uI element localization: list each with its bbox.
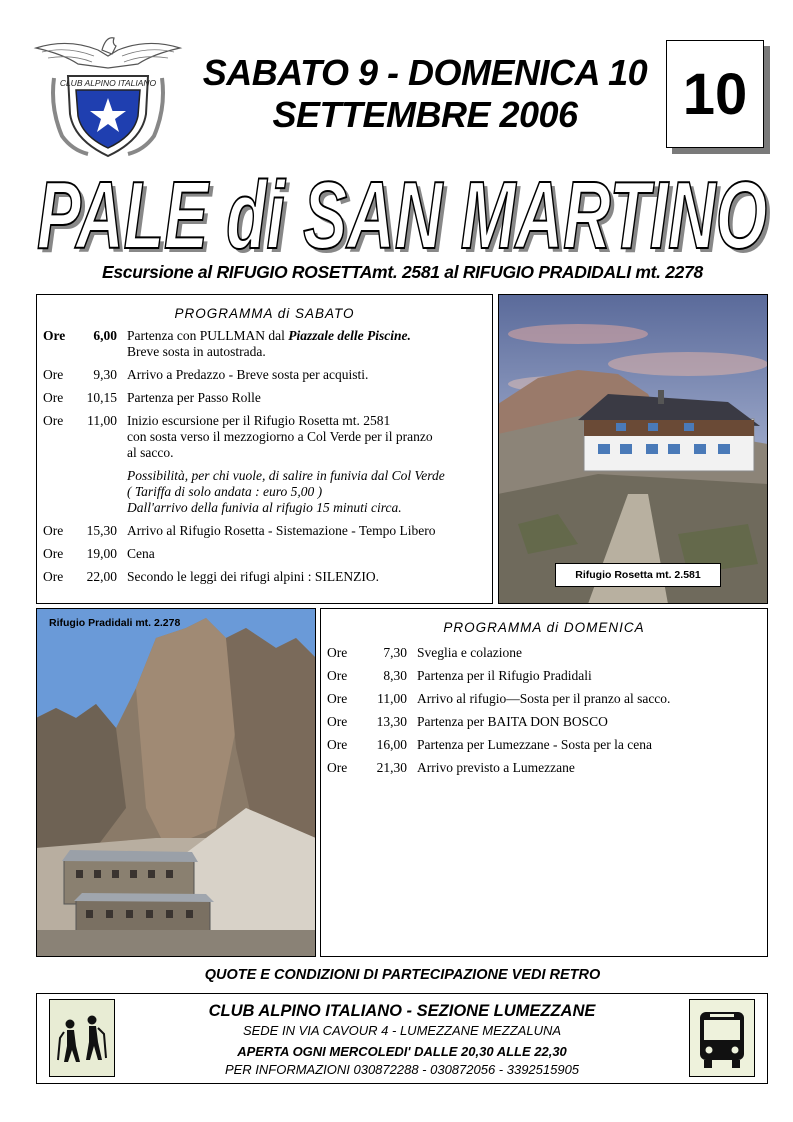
item-line: al sacco. (127, 445, 174, 460)
item-text: Arrivo al rifugio—Sosta per il pranzo al sacco. (417, 691, 671, 706)
item-text: Arrivo a Predazzo - Breve sosta per acquisti. (127, 367, 369, 382)
pradidali-caption: Rifugio Pradidali mt. 2.278 (49, 617, 181, 629)
time-value: 7,30 (383, 645, 407, 660)
item-text (117, 413, 445, 516)
item-text-line2: Breve sosta in autostrada. (127, 344, 266, 359)
item-text: Arrivo al Rifugio Rosetta - Sistemazione - Tempo Libero (127, 523, 436, 538)
list-item (327, 760, 767, 776)
hikers-icon (49, 999, 115, 1077)
ore-label: Ore (327, 714, 348, 729)
item-text: Sveglia e colazione (417, 645, 522, 660)
item-text-b: Piazzale delle Piscine. (288, 328, 411, 343)
footer (36, 993, 768, 1084)
list-item (43, 328, 492, 360)
list-item (43, 546, 492, 562)
bus-icon (689, 999, 755, 1077)
time-value: 16,00 (376, 737, 407, 752)
item-text: Partenza per il Rifugio Pradidali (417, 668, 592, 683)
ore-label: Ore (327, 668, 348, 683)
item-text: Partenza per Lumezzane - Sosta per la cena (417, 737, 652, 752)
list-item (43, 523, 492, 539)
main-title-shadow: PALE di SAN MARTINO (41, 166, 771, 260)
rosetta-caption (555, 563, 721, 587)
ore-label: Ore (43, 390, 64, 405)
sunday-heading: PROGRAMMA di DOMENICA (443, 620, 645, 635)
sunday-program (320, 608, 768, 957)
ore-label: Ore (43, 328, 66, 343)
item-line: con sosta verso il mezzogiorno a Col Verde per il pranzo (127, 429, 433, 444)
list-item (43, 390, 492, 406)
note-line: Dall'arrivo della funivia al rifugio 15 minuti circa. (127, 500, 402, 515)
time-value: 22,00 (86, 569, 117, 584)
item-line: Inizio escursione per il Rifugio Rosetta mt. 2581 (127, 413, 391, 428)
time-value: 21,30 (376, 760, 407, 775)
time-value: 11,00 (377, 691, 407, 706)
subtitle: Escursione al RIFUGIO ROSETTAmt. 2581 al RIFUGIO PRADIDALI mt. 2278 (102, 262, 703, 282)
date-line-1: SABATO 9 - DOMENICA 10 (202, 52, 648, 93)
item-text (117, 328, 411, 360)
list-item (327, 668, 767, 684)
quote-notice: QUOTE E CONDIZIONI DI PARTECIPAZIONE VEDI RETRO (204, 967, 601, 983)
main-title-text: PALE di SAN MARTINO (37, 162, 767, 260)
footer-address: SEDE IN VIA CAVOUR 4 - LUMEZZANE MEZZALUNA (242, 1023, 562, 1038)
ore-label: Ore (327, 691, 348, 706)
footer-club-name: CLUB ALPINO ITALIANO - SEZIONE LUMEZZANE (208, 1002, 596, 1020)
rifugio-rosetta-photo (498, 294, 768, 604)
ore-label: Ore (43, 413, 64, 428)
time-value: 10,15 (86, 390, 117, 405)
time-value: 9,30 (93, 367, 117, 382)
ore-label: Ore (327, 760, 348, 775)
cai-logo (28, 28, 188, 163)
note-line: ( Tariffa di solo andata : euro 5,00 ) (127, 484, 323, 499)
rifugio-pradidali-photo (36, 608, 316, 957)
time-value: 8,30 (383, 668, 407, 683)
time-value: 19,00 (86, 546, 117, 561)
footer-hours: APERTA OGNI MERCOLEDI' DALLE 20,30 ALLE 22,30 (237, 1044, 567, 1059)
ore-label: Ore (327, 737, 348, 752)
event-number: 10 (682, 61, 748, 127)
item-text-a: Partenza con PULLMAN dal (127, 328, 289, 343)
item-text: Partenza per BAITA DON BOSCO (417, 714, 608, 729)
ore-label: Ore (43, 367, 64, 382)
event-number-box (666, 40, 764, 148)
list-item (327, 645, 767, 661)
rosetta-caption-text: Rifugio Rosetta mt. 2.581 (575, 569, 701, 581)
list-item (327, 737, 767, 753)
time-value: 6,00 (93, 328, 117, 343)
ore-label: Ore (327, 645, 348, 660)
logo-ring-text: CLUB ALPINO ITALIANO (59, 78, 157, 88)
list-item (327, 691, 767, 707)
ore-label: Ore (43, 546, 64, 561)
list-item (43, 569, 492, 585)
footer-phones: PER INFORMAZIONI 030872288 - 030872056 - 3392515905 (224, 1062, 580, 1077)
list-item (43, 413, 492, 516)
time-value: 11,00 (87, 413, 117, 428)
list-item (327, 714, 767, 730)
time-value: 15,30 (86, 523, 117, 538)
time-value: 13,30 (376, 714, 407, 729)
saturday-program (36, 294, 493, 604)
item-text: Secondo le leggi dei rifugi alpini : SILENZIO. (127, 569, 379, 584)
main-title (30, 160, 775, 260)
ore-label: Ore (43, 523, 64, 538)
ore-label: Ore (43, 569, 64, 584)
item-text: Cena (127, 546, 155, 561)
note-line: Possibilità, per chi vuole, di salire in funivia dal Col Verde (127, 468, 445, 483)
item-text: Partenza per Passo Rolle (127, 390, 261, 405)
list-item (43, 367, 492, 383)
event-dates (190, 52, 660, 136)
item-note (127, 468, 445, 516)
item-text: Arrivo previsto a Lumezzane (417, 760, 575, 775)
saturday-heading: PROGRAMMA di SABATO (174, 306, 355, 321)
date-line-2: SETTEMBRE 2006 (272, 94, 578, 135)
